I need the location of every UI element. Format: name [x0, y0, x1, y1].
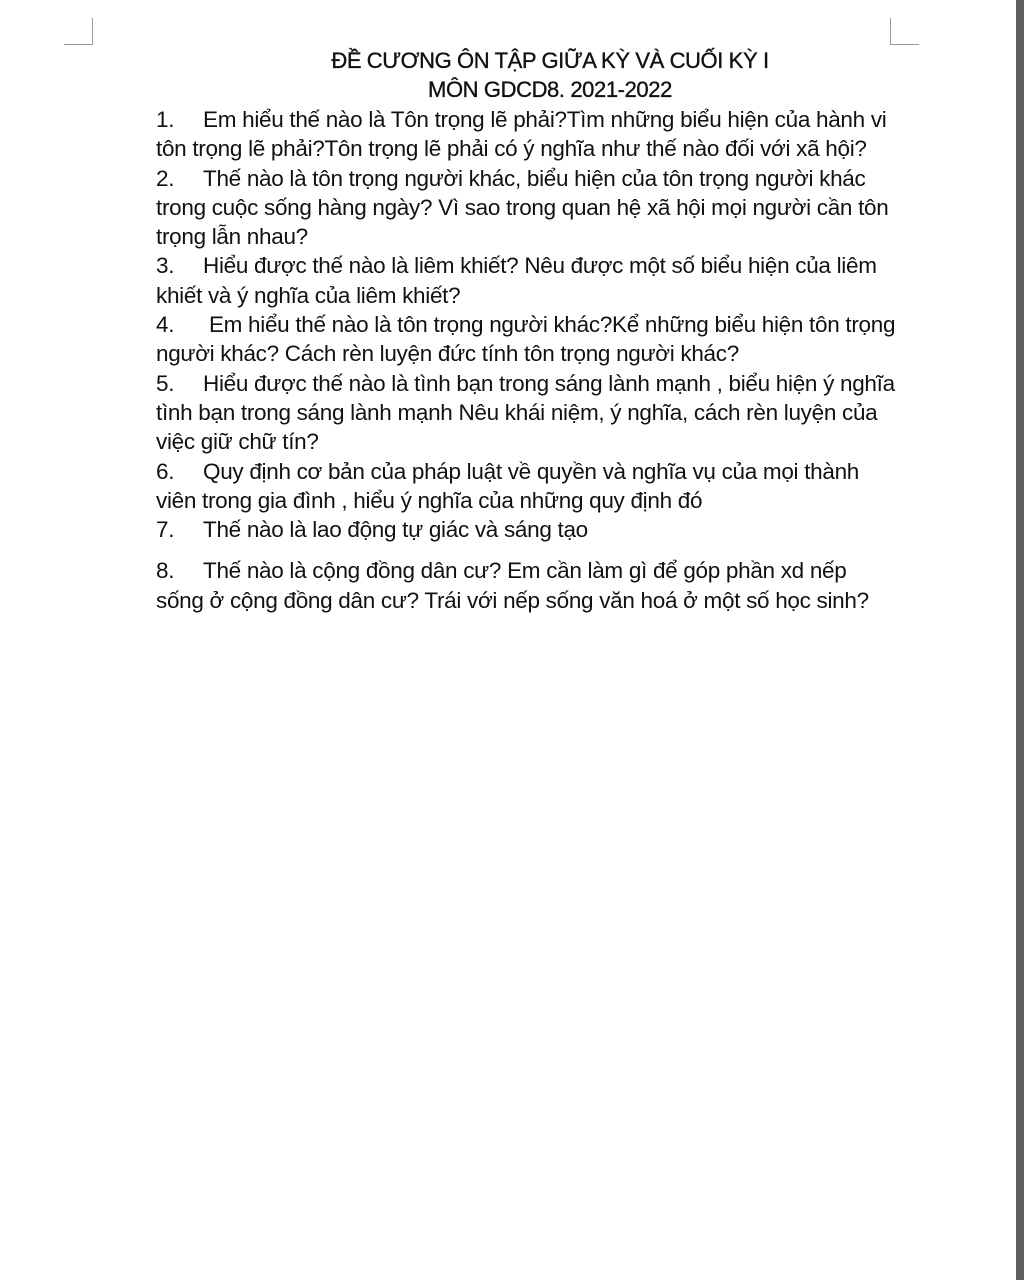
- question-number: 1.: [156, 107, 175, 132]
- question-text: Em hiểu thế nào là tôn trọng người khác?Kể những biểu hiện tôn trọng người khác? Cách rèn luyện đức tính tôn trọng người khác?: [156, 312, 896, 367]
- question-item-6: [156, 457, 896, 516]
- question-text: Hiểu được thế nào là liêm khiết? Nêu được một số biểu hiện của liêm khiết và ý nghĩa của liêm khiết?: [156, 253, 877, 308]
- question-number: 5.: [156, 370, 175, 396]
- question-text: Thế nào là tôn trọng người khác, biểu hiện của tôn trọng người khác trong cuộc sống hàng ngày? Vì sao trong quan hệ xã hội mọi người cần tôn trọng lẫn nhau?: [156, 165, 889, 250]
- question-number: 6.: [156, 458, 175, 484]
- question-number: 2.: [156, 165, 175, 191]
- question-text: Thế nào là lao động tự giác và sáng tạo: [203, 517, 588, 543]
- question-text: Hiểu được thế nào là tình bạn trong sáng lành mạnh , biểu hiện ý nghĩa tình bạn trong sáng lành mạnh Nêu khái niệm, ý nghĩa, cách rèn luyện của việc giữ chữ tín?: [156, 370, 895, 455]
- question-item-5: [156, 369, 896, 457]
- question-item-4: [156, 310, 896, 369]
- question-text: Em hiểu thế nào là Tôn trọng lẽ phải?Tìm những biểu hiện của hành vi tôn trọng lẽ phải?Tôn trọng lẽ phải có ý nghĩa như thế nào đối với xã hội?: [156, 107, 887, 162]
- document-title: [204, 46, 896, 104]
- question-number: 8.: [156, 558, 175, 584]
- title-line-2: MÔN GDCD8. 2021-2022: [428, 77, 672, 102]
- question-text: Thế nào là cộng đồng dân cư? Em cần làm gì để góp phần xd nếp sống ở cộng đồng dân cư? Trái với nếp sống văn hoá ở một số học sinh?: [156, 558, 869, 613]
- page-corner-mark-top-left: [64, 18, 93, 45]
- question-item-8: [156, 556, 896, 615]
- question-item-3: [156, 251, 896, 310]
- question-item-2: [156, 164, 896, 252]
- question-item-7: [156, 515, 896, 544]
- question-number: 7.: [156, 517, 175, 543]
- question-text: Quy định cơ bản của pháp luật về quyền và nghĩa vụ của mọi thành viên trong gia đình , hiểu ý nghĩa của những quy định đó: [156, 458, 860, 513]
- document-page: [156, 46, 896, 615]
- question-number: 3.: [156, 253, 175, 279]
- question-item-1: [156, 105, 896, 164]
- title-line-1: ĐỀ CƯƠNG ÔN TẬP GIỮA KỲ VÀ CUỐI KỲ I: [331, 48, 769, 73]
- question-list: [156, 105, 896, 615]
- scrollbar[interactable]: [1016, 0, 1024, 1280]
- question-number: 4.: [156, 312, 175, 338]
- page-corner-mark-top-right: [890, 18, 919, 45]
